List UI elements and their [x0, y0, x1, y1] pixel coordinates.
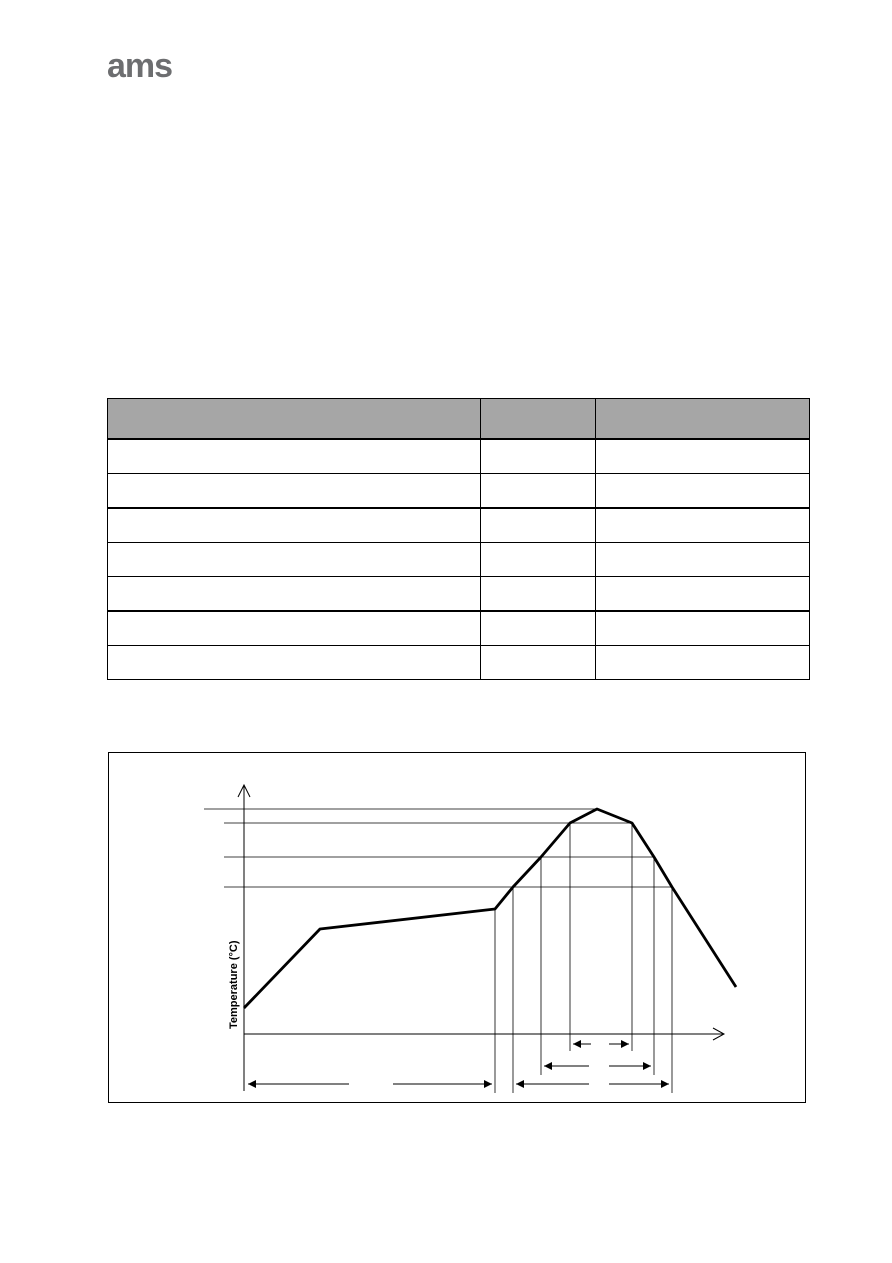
table-row — [108, 577, 810, 612]
table-cell — [481, 439, 596, 474]
table-row — [108, 439, 810, 474]
table-cell — [596, 611, 810, 646]
header-cell-symbol — [481, 399, 596, 440]
logo-wordmark: ams — [107, 47, 173, 85]
table-cell — [108, 508, 481, 543]
table-row — [108, 474, 810, 509]
duration-arrow-peak — [573, 1040, 629, 1048]
table-row — [108, 646, 810, 680]
table-cell — [481, 543, 596, 577]
table-cell — [108, 646, 481, 680]
table-cell — [481, 474, 596, 509]
table-cell — [481, 646, 596, 680]
table-row — [108, 508, 810, 543]
duration-arrow-liquidus — [516, 1080, 669, 1088]
reflow-profile-table — [107, 398, 810, 680]
table-cell — [596, 439, 810, 474]
duration-arrow-middle — [544, 1062, 651, 1070]
table-cell — [481, 508, 596, 543]
table-cell — [108, 439, 481, 474]
reflow-profile-figure — [108, 752, 806, 1103]
duration-arrow-preheat — [248, 1080, 492, 1088]
temperature-profile-curve — [244, 809, 736, 1008]
table-cell — [108, 577, 481, 612]
table-cell — [596, 543, 810, 577]
table-row — [108, 611, 810, 646]
y-axis-label: Temperature (°C) — [228, 940, 240, 1029]
x-axis — [244, 1028, 724, 1040]
table-row — [108, 543, 810, 577]
table-cell — [108, 543, 481, 577]
table-cell — [481, 577, 596, 612]
header-cell-value — [596, 399, 810, 440]
table-cell — [108, 474, 481, 509]
table-cell — [596, 474, 810, 509]
header-cell-parameter — [108, 399, 481, 440]
table-header-row — [108, 399, 810, 440]
y-axis — [238, 785, 250, 1091]
reflow-profile-diagram — [109, 753, 807, 1104]
ams-logo — [107, 47, 211, 85]
table-cell — [108, 611, 481, 646]
table-cell — [596, 646, 810, 680]
table-cell — [481, 611, 596, 646]
table-cell — [596, 577, 810, 612]
table-cell — [596, 508, 810, 543]
